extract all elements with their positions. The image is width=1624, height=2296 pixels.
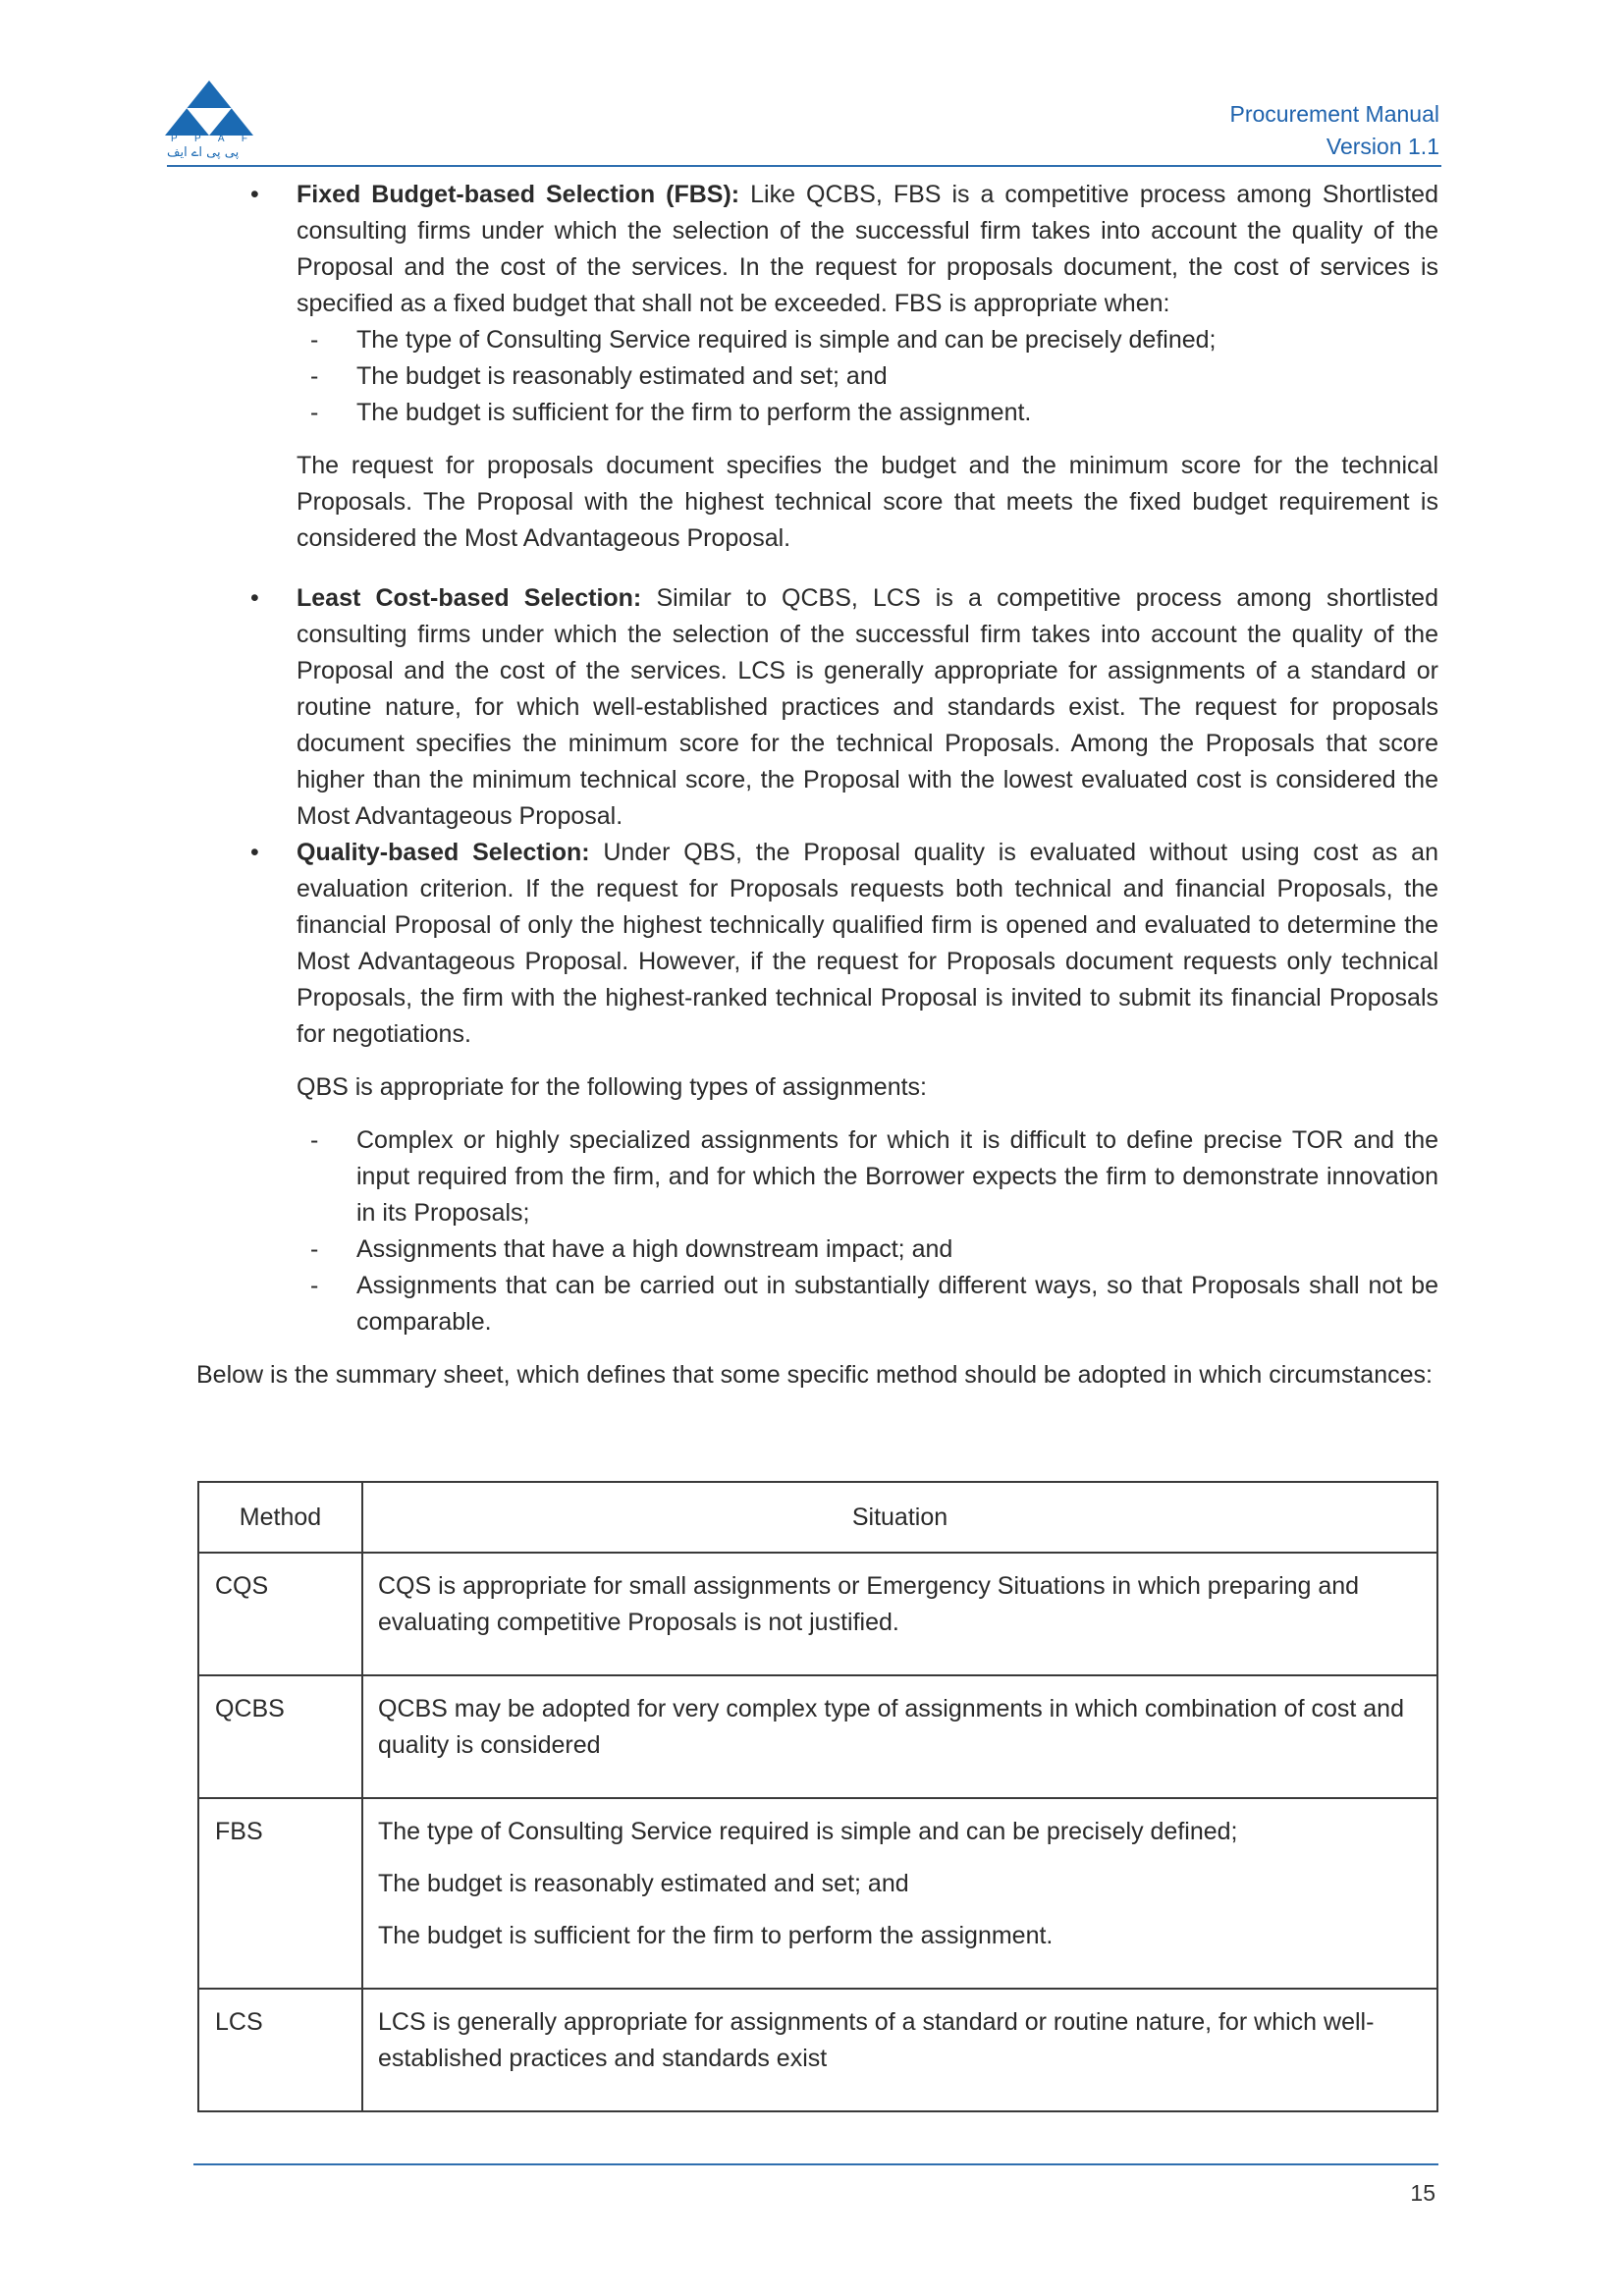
column-header-situation: Situation: [362, 1482, 1437, 1553]
method-cell: CQS: [198, 1553, 362, 1675]
dash-icon: -: [310, 1235, 319, 1263]
column-header-method: Method: [198, 1482, 362, 1553]
logo-urdu-text: پی پی اے ایف: [167, 145, 240, 160]
situation-cell: [362, 1675, 1437, 1798]
list-item-text: The budget is sufficient for the firm to perform the assignment.: [356, 399, 1032, 426]
list-item-text: Assignments that can be carried out in substantially different ways, so that Proposals shall not be comparable.: [356, 1272, 1438, 1336]
situation-text: QCBS may be adopted for very complex type of assignments in which combination of cost and quality is considered: [378, 1695, 1404, 1759]
list-item: [196, 395, 1438, 431]
list-item: [196, 1122, 1438, 1231]
lcs-label: Least Cost-based Selection:: [297, 584, 642, 612]
situation-text: The budget is sufficient for the firm to perform the assignment.: [378, 1922, 1054, 1949]
document-version: Version 1.1: [1326, 134, 1439, 159]
qbs-intro: QBS is appropriate for the following types of assignments:: [297, 1073, 927, 1101]
bullet-icon: •: [250, 584, 259, 612]
situation-cell: [362, 1798, 1437, 1989]
bullet-icon: •: [250, 181, 259, 208]
document-title: Procurement Manual: [1229, 101, 1439, 127]
dash-icon: -: [310, 362, 319, 390]
list-item: [196, 358, 1438, 395]
list-item-text: Complex or highly specialized assignments for which it is difficult to define precise TOR and the input required from the firm, and for which the Borrower expects the firm to demonstrate innovation in its Proposals;: [356, 1126, 1438, 1227]
table-row: [198, 1798, 1437, 1989]
situation-cell: [362, 1989, 1437, 2111]
method-cell: QCBS: [198, 1675, 362, 1798]
situation-text: The type of Consulting Service required is simple and can be precisely defined;: [378, 1818, 1238, 1845]
table-header-row: [198, 1482, 1437, 1553]
dash-icon: -: [310, 399, 319, 426]
method-cell: LCS: [198, 1989, 362, 2111]
logo-letter: P: [171, 134, 178, 144]
fbs-conditions-list: [196, 322, 1438, 431]
table-row: [198, 1989, 1437, 2111]
fbs-bullet: [196, 177, 1438, 322]
method-cell: FBS: [198, 1798, 362, 1989]
qbs-text: Under QBS, the Proposal quality is evaluated without using cost as an evaluation criterion. If the request for Proposals requests both technical and financial Proposals, the financial Proposal of only the highest technically qualified firm is opened and evaluated to determine the Most Advantageous Proposal. However, if the request for Proposals document requests only technical Proposals, the firm with the highest-ranked technical Proposal is invited to submit its financial Proposals for negotiations.: [297, 839, 1438, 1048]
lcs-text: Similar to QCBS, LCS is a competitive process among shortlisted consulting firms under which the selection of the successful firm takes into account the quality of the Proposal and the cost of the services. LCS is generally appropriate for assignments of a standard or routine nature, for which well-established practices and standards exist. The request for proposals document specifies the minimum score for the technical Proposals. Among the Proposals that score higher than the minimum technical score, the Proposal with the lowest evaluated cost is considered the Most Advantageous Proposal.: [297, 584, 1438, 830]
fbs-followup-paragraph: The request for proposals document specifies the budget and the minimum score for the technical Proposals. The Proposal with the highest technical score that meets the fixed budget requirement is considered the Most Advantageous Proposal.: [297, 452, 1438, 552]
logo-letter: A: [217, 134, 225, 144]
dash-icon: -: [310, 1272, 319, 1299]
header-divider: [167, 165, 1441, 167]
logo-letters: [171, 134, 247, 144]
fbs-text: Like QCBS, FBS is a competitive process among Shortlisted consulting firms under which the selection of the successful firm takes into account the quality of the Proposal and the cost of the services. In the request for proposals document, the cost of services is specified as a fixed budget that shall not be exceeded. FBS is appropriate when:: [297, 181, 1438, 317]
page-body: [196, 177, 1438, 1394]
list-item-text: The budget is reasonably estimated and set; and: [356, 362, 888, 390]
list-item: [196, 322, 1438, 358]
page-number: 15: [1410, 2180, 1435, 2206]
qbs-label: Quality-based Selection:: [297, 839, 590, 866]
triangle-logo-icon: [165, 81, 253, 136]
situation-cell: [362, 1553, 1437, 1675]
dash-icon: -: [310, 326, 319, 354]
fbs-label: Fixed Budget-based Selection (FBS):: [297, 181, 740, 208]
lcs-bullet: [196, 580, 1438, 835]
logo-letter: F: [241, 134, 247, 144]
list-item: [196, 1268, 1438, 1340]
qbs-bullet: [196, 835, 1438, 1053]
running-header: [1230, 98, 1440, 163]
logo-letter: P: [193, 134, 201, 144]
table-row: [198, 1553, 1437, 1675]
summary-intro-paragraph: Below is the summary sheet, which defines that some specific method should be adopted in which circumstances:: [196, 1361, 1433, 1389]
qbs-assignments-list: [196, 1122, 1438, 1340]
dash-icon: -: [310, 1126, 319, 1154]
situation-text: LCS is generally appropriate for assignments of a standard or routine nature, for which well-established practices and standards exist: [378, 2008, 1375, 2072]
footer-divider: [193, 2163, 1438, 2165]
situation-text: The budget is reasonably estimated and set; and: [378, 1870, 909, 1897]
method-summary-table: [197, 1481, 1438, 2112]
bullet-icon: •: [250, 839, 259, 866]
table-row: [198, 1675, 1437, 1798]
list-item-text: Assignments that have a high downstream impact; and: [356, 1235, 953, 1263]
list-item-text: The type of Consulting Service required is simple and can be precisely defined;: [356, 326, 1217, 354]
situation-text: CQS is appropriate for small assignments or Emergency Situations in which preparing and evaluating competitive Proposals is not justified.: [378, 1572, 1360, 1636]
list-item: [196, 1231, 1438, 1268]
